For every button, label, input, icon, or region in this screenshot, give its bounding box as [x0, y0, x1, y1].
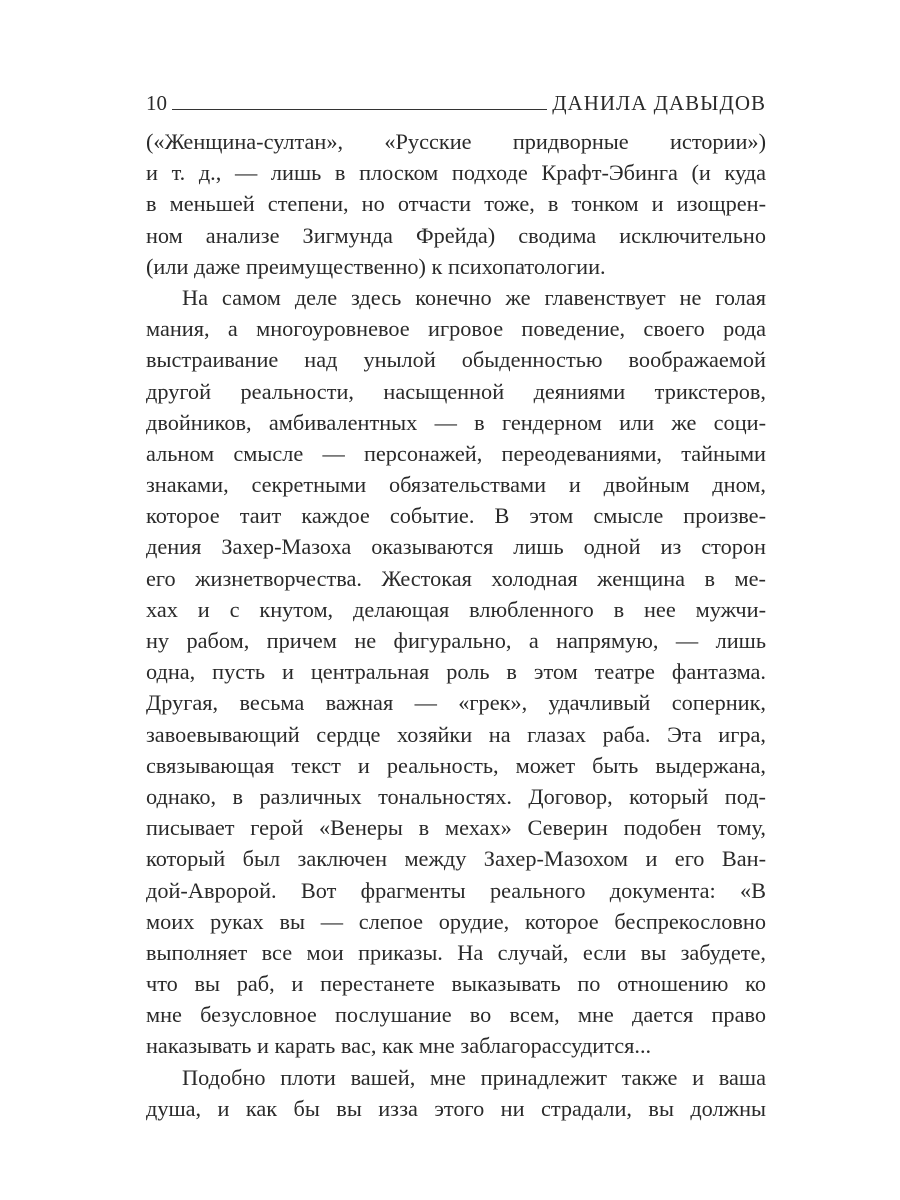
text-line: мания, а многоуровневое игровое поведение, своего рода: [146, 316, 766, 342]
text-line: выполняет все мои приказы. На случай, если вы забудете,: [146, 939, 766, 965]
text-line: связывающая текст и реальность, может быть выдержана,: [146, 752, 766, 778]
text-line: завоевывающий сердце хозяйки на глазах раба. Эта игра,: [146, 721, 766, 747]
body-text: [146, 126, 766, 1124]
text-line: моих руках вы — слепое орудие, которое беспрекословно: [146, 908, 766, 934]
header-rule: [172, 109, 547, 110]
text-line: писывает герой «Венеры в мехах» Северин подобен тому,: [146, 815, 766, 841]
text-line: его жизнетворчества. Жестокая холодная женщина в ме-: [146, 565, 766, 591]
text-line: и т. д., — лишь в плоском подходе Крафт-Эбинга (и куда: [146, 160, 766, 186]
text-line: двойников, амбивалентных — в гендерном или же соци-: [146, 409, 766, 435]
text-line: ном анализе Зигмунда Фрейда) сводима исключительно: [146, 222, 766, 248]
text-line: дения Захер-Мазоха оказываются лишь одной из сторон: [146, 534, 766, 560]
text-line: который был заключен между Захер-Мазохом и его Ван-: [146, 846, 766, 872]
text-line: мне безусловное послушание во всем, мне дается право: [146, 1002, 766, 1028]
text-line: одна, пусть и центральная роль в этом театре фантазма.: [146, 659, 766, 685]
running-header: [146, 86, 766, 116]
text-line: альном смысле — персонажей, переодеваниями, тайными: [146, 440, 766, 466]
text-line: которое таит каждое событие. В этом смысле произве-: [146, 503, 766, 529]
page-number: 10: [146, 91, 167, 115]
text-line: другой реальности, насыщенной деяниями трикстеров,: [146, 378, 766, 404]
text-line: (или даже преимущественно) к психопатологии.: [146, 253, 606, 279]
text-line: ну рабом, причем не фигурально, а напрямую, — лишь: [146, 628, 766, 653]
text-line: Другая, весьма важная — «грек», удачливый соперник,: [146, 690, 766, 716]
text-line: выстраивание над унылой обыденностью воображаемой: [146, 347, 766, 373]
text-line: хах и с кнутом, делающая влюбленного в нее мужчи-: [146, 596, 766, 622]
author-name: ДАНИЛА ДАВЫДОВ: [552, 91, 766, 115]
text-line: дой-Авророй. Вот фрагменты реального документа: «В: [146, 877, 766, 903]
text-line: («Женщина-султан», «Русские придворные истории»): [146, 129, 766, 154]
text-line: что вы раб, и перестанете выказывать по отношению ко: [146, 971, 766, 997]
text-line: в меньшей степени, но отчасти тоже, в тонком и изощрен-: [146, 191, 766, 217]
text-line: однако, в различных тональностях. Договор, который под-: [146, 783, 766, 809]
text-line: душа, и как бы вы изза этого ни страдали, вы должны: [146, 1095, 766, 1121]
paragraph-first-line: На самом деле здесь конечно же главенствует не голая: [182, 284, 766, 310]
paragraph-first-line: Подобно плоти вашей, мне принадлежит также и ваша: [182, 1064, 766, 1090]
text-line: наказывать и карать вас, как мне заблагорассудится...: [146, 1033, 652, 1059]
text-line: знаками, секретными обязательствами и двойным дном,: [146, 472, 766, 498]
